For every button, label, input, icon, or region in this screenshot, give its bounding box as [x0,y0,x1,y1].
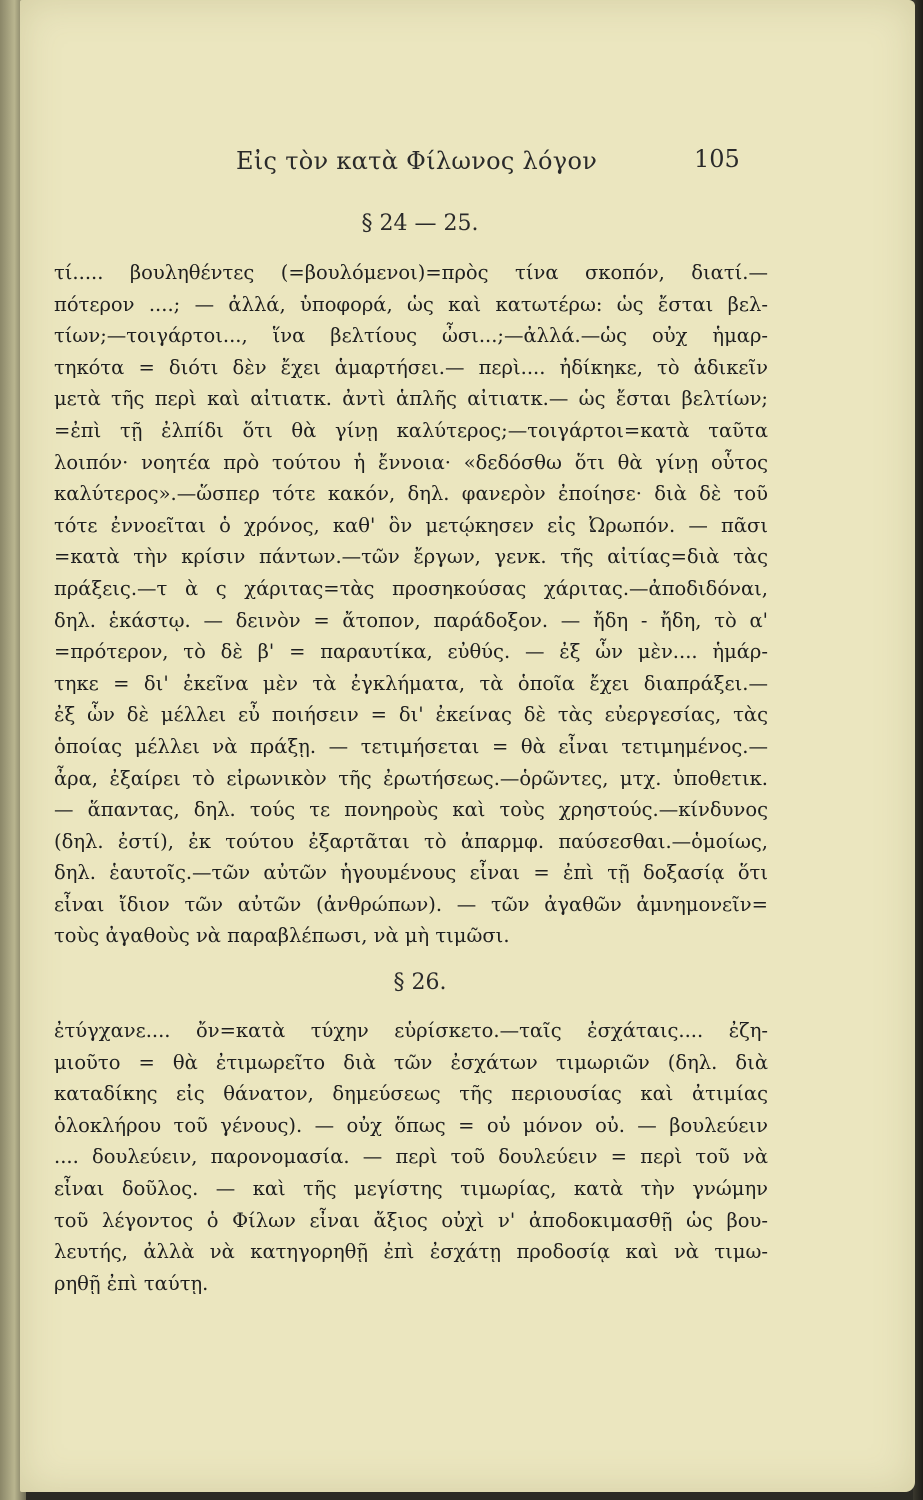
text-line: εἶναι ἴδιον τῶν αὐτῶν (ἀνθρώπων). — τῶν ἀγαθῶν ἀμνημονεῖν= [54,892,768,916]
text-line: πράξεις.—τ ὰ ς χάριτας=τὰς προσηκούσας χάριτας.—ἀποδιδόναι, [54,576,768,600]
text-line: — ἅπαντας, δηλ. τούς τε πονηροὺς καὶ τοὺς χρηστούς.—κίνδυνος [54,798,768,822]
text-line: τηκότα = διότι δὲν ἔχει ἁμαρτήσει.— περὶ.... ἠδίκηκε, τὸ ἀδικεῖν [54,355,768,379]
text-line: =ἐπὶ τῇ ἐλπίδι ὅτι θὰ γίνῃ καλύτερος;—τοιγάρτοι=κατὰ ταῦτα [54,418,768,442]
text-line: τότε ἐννοεῖται ὁ χρόνος, καθ' ὃν μετῴκησεν εἰς Ὠρωπόν. — πᾶσι [54,513,768,537]
text-line: καταδίκης εἰς θάνατον, δημεύσεως τῆς περιουσίας καὶ ἀτιμίας [54,1082,768,1106]
text-line: ὁλοκλήρου τοῦ γένους). — οὐχ ὅπως = οὐ μόνον οὐ. — βουλεύειν [54,1113,768,1137]
text-line: .... δουλεύειν, παρονομασία. — περὶ τοῦ δουλεύειν = περὶ τοῦ νὰ [54,1145,768,1169]
text-line: δηλ. ἑαυτοῖς.—τῶν αὐτῶν ἡγουμένους εἶναι = ἐπὶ τῇ δοξασίᾳ ὅτι [54,861,768,885]
section-heading-26: § 26. [393,970,447,995]
text-line: τίων;—τοιγάρτοι..., ἵνα βελτίους ὦσι...;—ἀλλά.—ὡς οὐχ ἡμαρ- [54,324,768,348]
text-line: λοιπόν· νοητέα πρὸ τούτου ἡ ἔννοια· «δεδόσθω ὅτι θὰ γίνῃ οὗτος [54,450,768,474]
text-line: ἐξ ὧν δὲ μέλλει εὖ ποιήσειν = δι' ἐκείνας δὲ τὰς εὐεργεσίας, τὰς [54,703,768,727]
text-line: =πρότερον, τὸ δὲ β' = παραυτίκα, εὐθύς. — ἐξ ὧν μὲν.... ἡμάρ- [54,640,768,664]
text-line: ἐτύγχανε.... ὄν=κατὰ τύχην εὑρίσκετο.—ταῖς ἐσχάταις.... ἐζη- [54,1019,768,1042]
book-page [20,0,915,1492]
text-line: εἶναι δοῦλος. — καὶ τῆς μεγίστης τιμωρίας, κατὰ τὴν γνώμην [54,1176,768,1200]
text-line: (δηλ. ἐστί), ἐκ τούτου ἐξαρτᾶται τὸ ἀπαρμφ. παύσεσθαι.—ὁμοίως, [54,829,768,853]
text-line: λευτής, ἀλλὰ νὰ κατηγορηθῇ ἐπὶ ἐσχάτῃ προδοσίᾳ καὶ νὰ τιμω- [54,1240,768,1264]
text-line: τηκε = δι' ἐκεῖνα μὲν τὰ ἐγκλήματα, τὰ ὁποῖα ἔχει διαπράξει.— [54,671,768,695]
text-line: τί..... βουληθέντες (=βουλόμενοι)=πρὸς τίνα σκοπόν, διατί.— [54,261,768,284]
text-line: δηλ. ἑκάστῳ. — δεινὸν = ἄτοπον, παράδοξον. — ἤδη - ἤδη, τὸ α' [54,608,768,632]
section-heading-24-25: § 24 — 25. [361,211,479,236]
page-number: 105 [694,145,740,173]
page-header [20,143,915,183]
running-title: Εἰς τὸν κατὰ Φίλωνος λόγον [236,147,598,175]
text-line: πότερον ....; — ἀλλά, ὑποφορά, ὡς καὶ κατωτέρω: ὡς ἔσται βελ- [54,292,768,316]
text-line: ἆρα, ἐξαίρει τὸ εἰρωνικὸν τῆς ἐρωτήσεως.—ὁρῶντες, μτχ. ὑποθετικ. [54,766,768,790]
text-line: τοὺς ἀγαθοὺς νὰ παραβλέπωσι, νὰ μὴ τιμῶσι. [54,924,510,948]
commentary-paragraph-24-25 [54,257,768,952]
text-line: =κατὰ τὴν κρίσιν πάντων.—τῶν ἔργων, γενκ. τῆς αἰτίας=διὰ τὰς [54,545,768,569]
commentary-paragraph-26 [54,1015,768,1299]
text-line: ὁποίας μέλλει νὰ πράξῃ. — τετιμήσεται = θὰ εἶναι τετιμημένος.— [54,734,768,758]
text-line: τοῦ λέγοντος ὁ Φίλων εἶναι ἄξιος οὐχὶ ν' ἀποδοκιμασθῇ ὡς βου- [54,1208,768,1232]
text-line: μιοῦτο = θὰ ἐτιμωρεῖτο διὰ τῶν ἐσχάτων τιμωριῶν (δηλ. διὰ [54,1050,768,1074]
text-line: ρηθῇ ἐπὶ ταύτῃ. [54,1271,209,1295]
text-line: καλύτερος».—ὥσπερ τότε κακόν, δηλ. φανερὸν ἐποίησε· διὰ δὲ τοῦ [54,482,768,506]
text-line: μετὰ τῆς περὶ καὶ αἰτιατκ. ἀντὶ ἁπλῆς αἰτιατκ.— ὡς ἔσται βελτίων; [54,387,768,411]
